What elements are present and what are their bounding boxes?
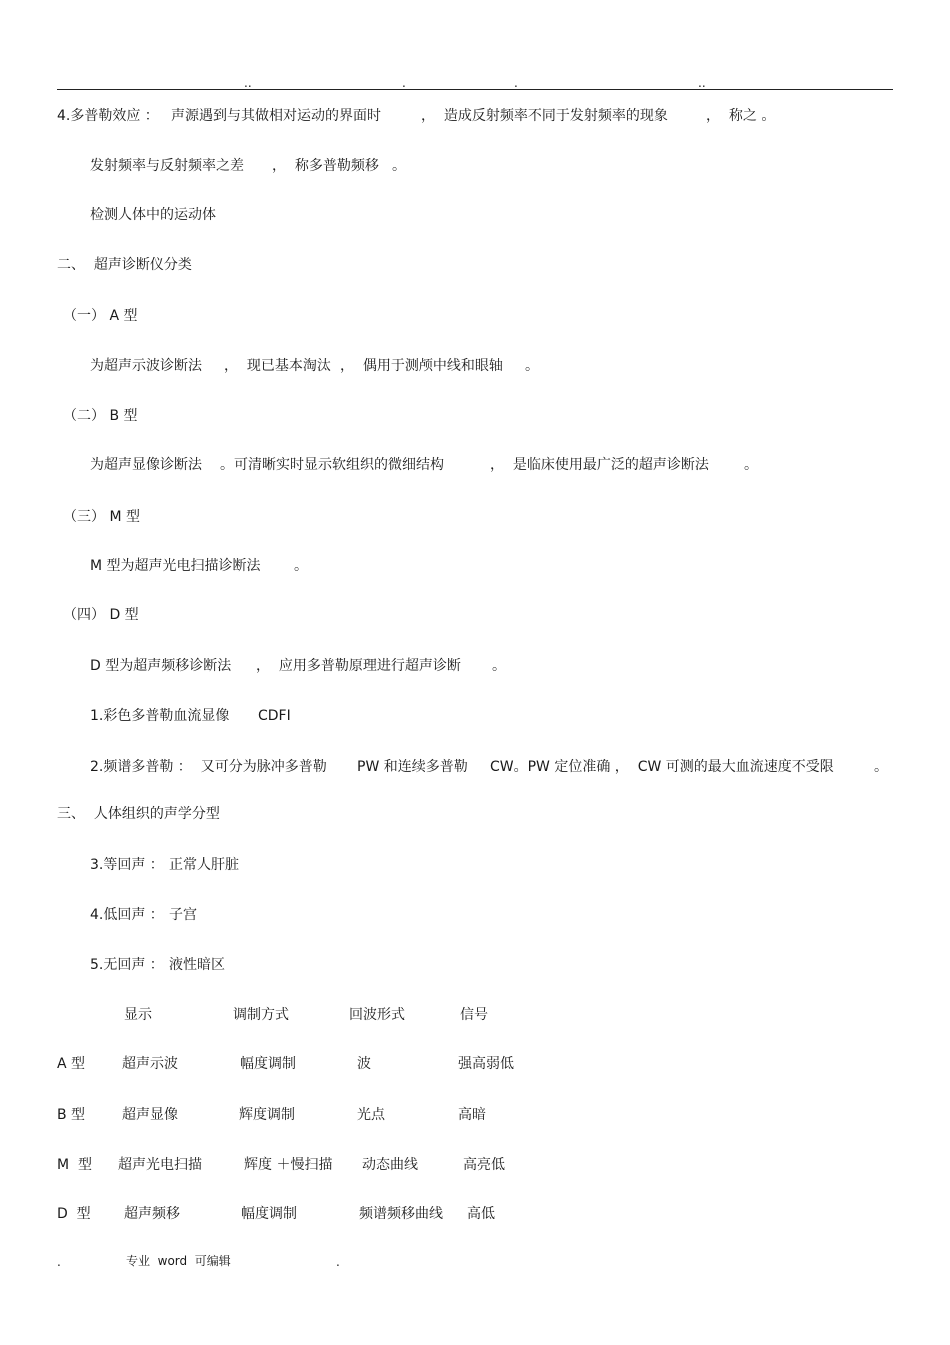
doppler-def-2: ， 造成反射频率不同于发射频率的现象: [421, 108, 668, 124]
type-a-desc-3: ， 偶用于测颅中线和眼轴: [340, 358, 503, 374]
table-row-a-display: 超声示波: [122, 1056, 178, 1072]
table-row-b-echo: 光点: [357, 1107, 385, 1123]
header-dot-3: .: [514, 76, 518, 90]
header-dot-2: .: [402, 76, 406, 90]
spectral-doppler-1: 2.频谱多普勒 ： 又可分为脉冲多普勒: [90, 759, 327, 775]
echo-label-2: 4.低回声 ：: [90, 907, 164, 923]
table-row-m-signal: 高亮低: [463, 1157, 505, 1173]
table-row-m-display: 超声光电扫描: [118, 1157, 202, 1173]
footer-text: 专业 word 可编辑: [126, 1254, 231, 1268]
spectral-doppler-3: CW。PW 定位准确 ， CW 可测的最大血流速度不受限: [490, 759, 834, 775]
type-d-desc-1: D 型为超声频移诊断法: [90, 658, 232, 674]
doppler-shift-1: 发射频率与反射频率之差: [90, 158, 244, 174]
doppler-def-1: 声源遇到与其做相对运动的界面时: [171, 108, 381, 124]
type-d-desc-2: ， 应用多普勒原理进行超声诊断: [256, 658, 461, 674]
type-d-heading: （四） D 型: [63, 607, 139, 623]
type-m-desc-2: 。: [294, 558, 308, 574]
doppler-term: 4.多普勒效应 ：: [57, 108, 159, 124]
table-row-d-echo: 频谱频移曲线: [359, 1206, 443, 1222]
table-row-a-modulation: 幅度调制: [240, 1056, 296, 1072]
table-row-b-display: 超声显像: [122, 1107, 178, 1123]
type-a-desc-4: 。: [525, 358, 539, 374]
footer-right-dot: .: [336, 1255, 340, 1269]
cdfi-label: 1.彩色多普勒血流显像: [90, 708, 230, 724]
echo-label-3: 5.无回声 ：: [90, 957, 164, 973]
echo-value-3: 液性暗区: [169, 957, 225, 973]
doppler-def-3: ， 称之 。: [706, 108, 776, 124]
table-row-m-modulation: 辉度 ＋慢扫描: [244, 1157, 333, 1173]
table-row-m-type: M 型: [57, 1157, 92, 1173]
section2-heading: 二、 超声诊断仪分类: [57, 257, 192, 273]
table-row-d-modulation: 幅度调制: [241, 1206, 297, 1222]
type-m-desc-1: M 型为超声光电扫描诊断法: [90, 558, 261, 574]
section3-heading: 三、 人体组织的声学分型: [57, 806, 220, 822]
type-a-desc-1: 为超声示波诊断法: [90, 358, 202, 374]
table-row-d-type: D 型: [57, 1206, 91, 1222]
type-b-desc-4: 。: [744, 457, 758, 473]
header-rule: [57, 89, 893, 90]
type-b-desc-2: 。可清晰实时显示软组织的微细结构: [220, 457, 444, 473]
table-row-m-echo: 动态曲线: [362, 1157, 418, 1173]
table-header-modulation: 调制方式: [233, 1007, 289, 1023]
doppler-shift-2: ， 称多普勒频移: [272, 158, 379, 174]
table-row-b-type: B 型: [57, 1107, 86, 1123]
echo-value-1: 正常人肝脏: [169, 857, 239, 873]
cdfi-abbr: CDFI: [258, 708, 291, 724]
table-row-a-type: A 型: [57, 1056, 86, 1072]
echo-value-2: 子宫: [169, 907, 197, 923]
echo-label-1: 3.等回声 ：: [90, 857, 164, 873]
table-row-b-modulation: 辉度调制: [239, 1107, 295, 1123]
spectral-doppler-2: PW 和连续多普勒: [357, 759, 468, 775]
table-header-echo: 回波形式: [349, 1007, 405, 1023]
doppler-shift-3: 。: [392, 158, 406, 174]
header-dot-4: ..: [698, 76, 706, 90]
type-m-heading: （三） M 型: [63, 509, 140, 525]
header-dot-1: ..: [244, 76, 252, 90]
footer-left-dot: .: [57, 1255, 61, 1269]
type-b-desc-3: ， 是临床使用最广泛的超声诊断法: [490, 457, 709, 473]
table-row-d-display: 超声频移: [124, 1206, 180, 1222]
type-d-desc-3: 。: [492, 658, 506, 674]
table-header-display: 显示: [124, 1007, 152, 1023]
type-b-desc-1: 为超声显像诊断法: [90, 457, 202, 473]
table-header-signal: 信号: [460, 1007, 488, 1023]
type-a-heading: （一） A 型: [63, 308, 138, 324]
spectral-doppler-4: 。: [874, 759, 888, 775]
table-row-a-signal: 强高弱低: [458, 1056, 514, 1072]
table-row-a-echo: 波: [357, 1056, 371, 1072]
detect-motion: 检测人体中的运动体: [90, 207, 216, 223]
table-row-b-signal: 高暗: [458, 1107, 486, 1123]
type-b-heading: （二） B 型: [63, 408, 138, 424]
table-row-d-signal: 高低: [467, 1206, 495, 1222]
type-a-desc-2: ， 现已基本淘汰: [224, 358, 331, 374]
